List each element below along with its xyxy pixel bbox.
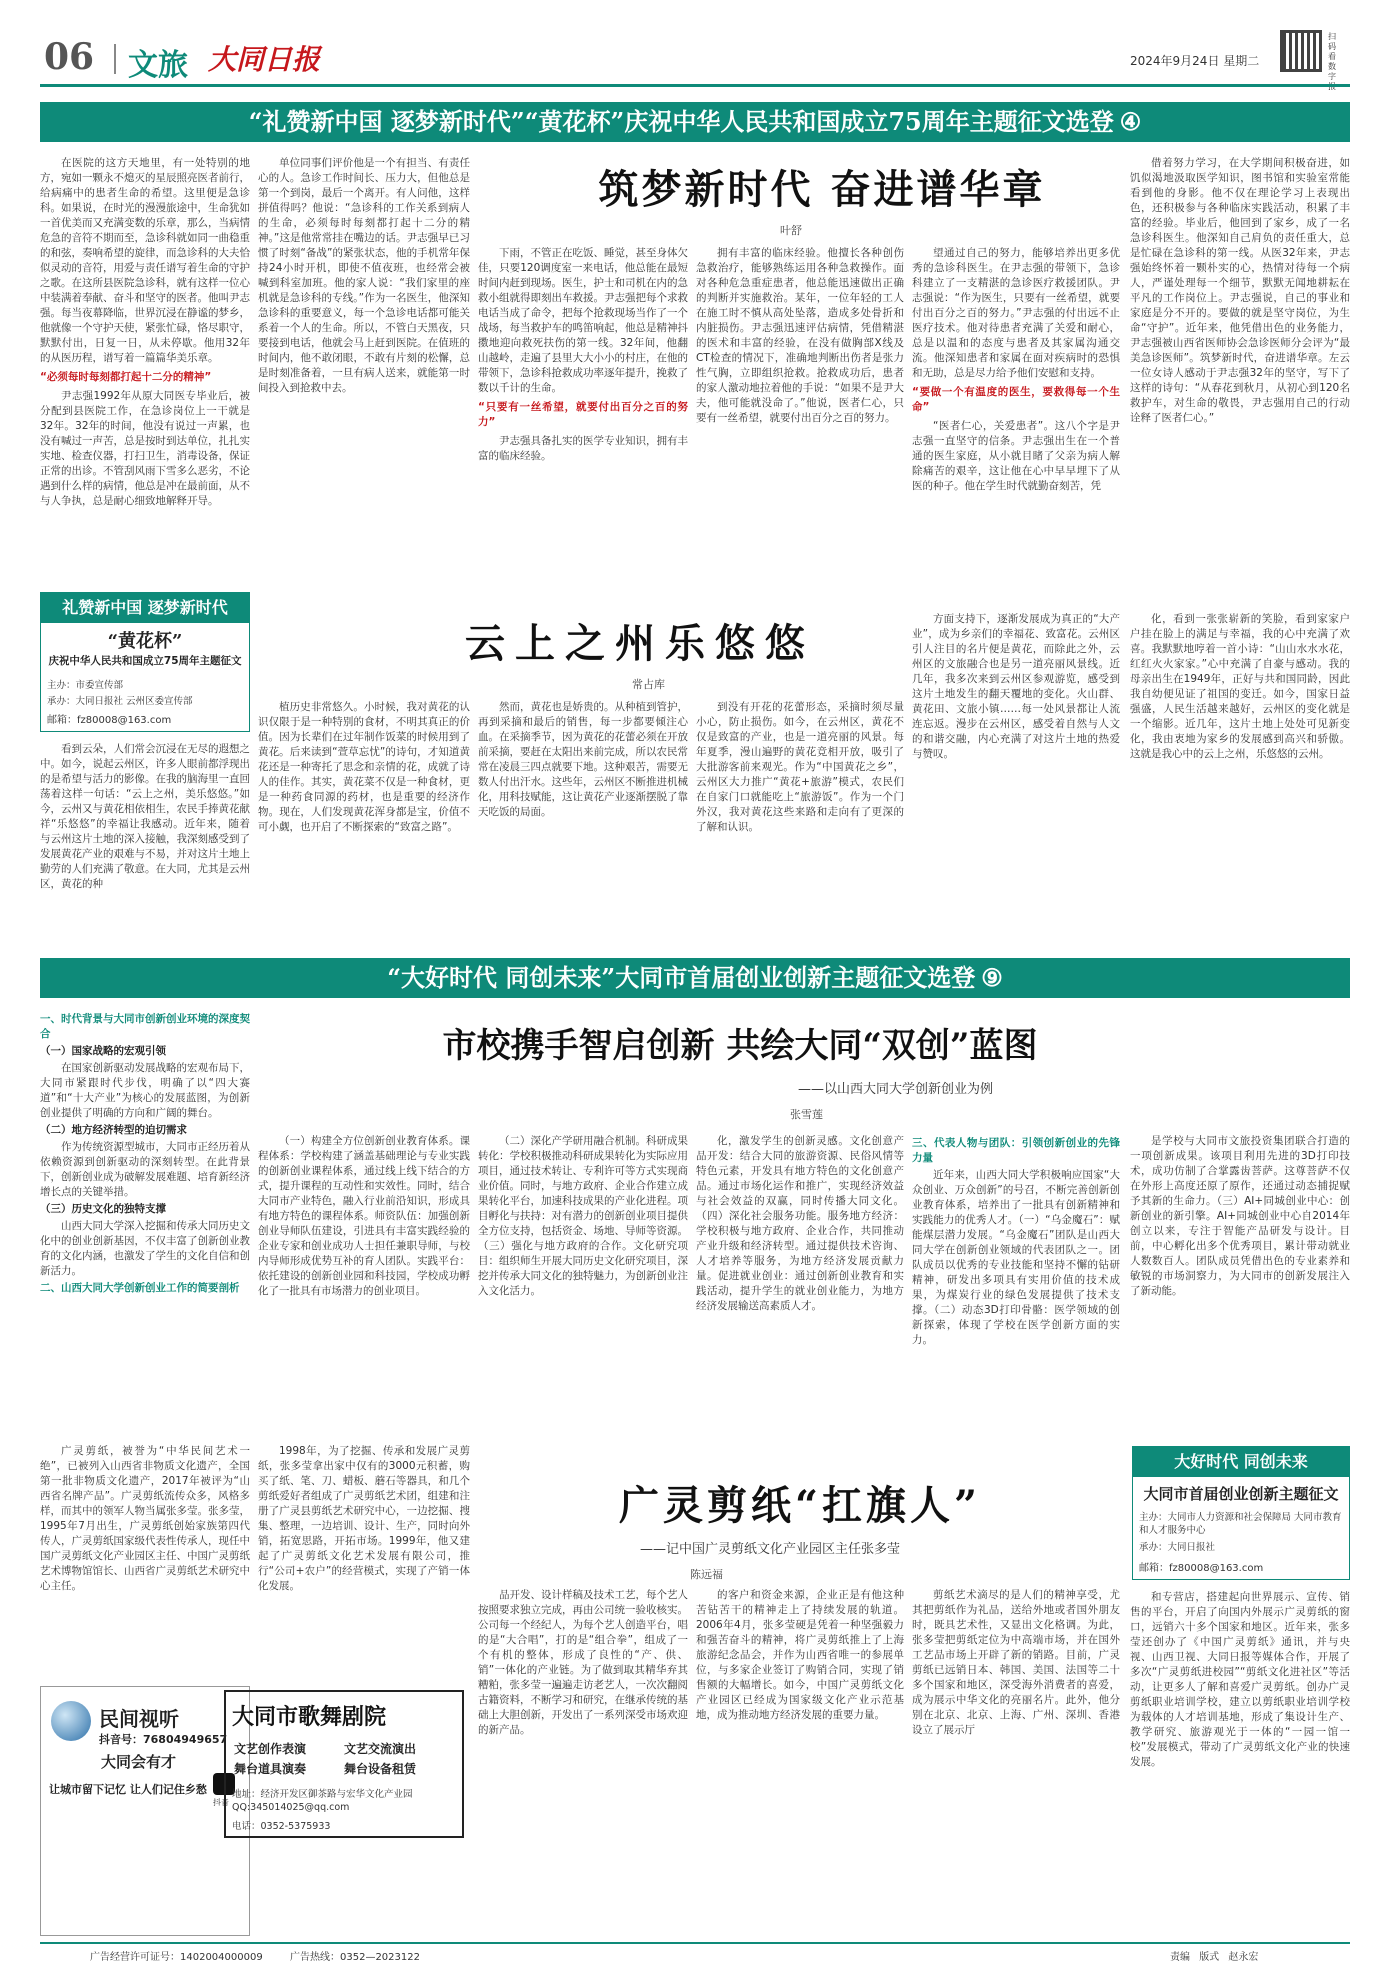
- article-body-col: 品开发、设计样稿及技术工艺，每个艺人按照要求独立完成，再由公司统一验收核实。公司每一个经纪人，为每个艺人创造平台，唱的是“大合唱”，打的是“组合拳”，组成了一个有机的整体，形成了良性的“产、供、销”一体化的产业链。为了做到取其精华弃其糟粕，张多莹一遍遍走访老艺人，一次次翻阅古籍资料，不断学习和研究，在继承传统的基础上大胆创新，开发出了一系列深受市场欢迎的新产品。: [478, 1589, 688, 1736]
- footer-editor: [1170, 1948, 1258, 1963]
- article-author: 张雪莲: [790, 1108, 823, 1121]
- article-body-col: 然而，黄花也是娇贵的。从种植到管护，再到采摘和最后的销售，每一步都要倾注心血。在采摘季节，因为黄花的花蕾必须在开放前采摘，要赶在太阳出来前完成，所以农民常常在凌晨三四点就要下地。这种艰苦，需要无数人付出汗水。这些年，云州区不断推进机械化，用科技赋能，这让黄花产业逐渐摆脱了靠天吃饭的局面。: [478, 701, 688, 818]
- sub-heading: （二）地方经济转型的迫切需求: [40, 1124, 187, 1136]
- article-title: 市校携手智启创新 共绘大同“双创”蓝图: [442, 1026, 1038, 1066]
- article-title: 广灵剪纸“扛旗人”: [618, 1482, 981, 1529]
- ad-service-4: 舞台设备租赁: [344, 1762, 417, 1776]
- ad-slogan: 让城市留下记忆 让人们记住乡愁: [49, 1783, 207, 1796]
- paragraph: 近年来，山西大同大学积极响应国家“大众创业、万众创新”的号召，不断完善创新创业教育体系，培养出了一批具有创新精神和实践能力的优秀人才。（一）“乌金魔石”：赋能煤层潜力发展。“乌金魔石”团队是山西大同大学在创新创业领域的代表团队之一。团队成员以优秀的专业技能和坚持不懈的钻研精神，研发出多项具有实用价值的技术成果，为煤炭行业的绿色发展提供了技术支撑。（二）动态3D打印骨骼：医学领域的创新探索，体现了学校在医学创新方面的实力。: [912, 1169, 1120, 1346]
- paragraph: 在国家创新驱动发展战略的宏观布局下，大同市紧跟时代步伐，明确了以“四大赛道”和“十大产业”为核心的发展蓝图，为创新创业提供了明确的方向和广阔的舞台。: [40, 1062, 250, 1119]
- footer-ad-hotline: 广告热线：0352—2023122: [290, 1952, 420, 1963]
- series-box-heading: 礼赞新中国 逐梦新时代: [41, 593, 249, 623]
- ad-theater-name: 大同市歌舞剧院: [232, 1704, 387, 1730]
- article-body-col: [912, 246, 1120, 586]
- masthead: [40, 28, 1350, 90]
- series-info-box: [40, 592, 250, 732]
- series-box-org: 承办：大同日报社 云州区委宣传部: [47, 696, 193, 707]
- ad-qq: QQ:345014025@qq.com: [232, 1802, 350, 1813]
- article-body-col: （二）深化产学研用融合机制。科研成果转化：学校积极推动科研成果转化为实际应用项目，通过技术转让、专利许可等方式实现商业价值。同时，与地方政府、企业合作建立成果转化平台，加速科技成果的产业化进程。项目孵化与扶持：对有潜力的创新创业项目提供全方位支持，包括资金、场地、导师等资源。（三）强化与地方政府的合作。文化研究项目：组织师生开展大同历史文化研究项目，深挖并传承大同文化的独特魅力，为创新创业注入文化活力。: [478, 1135, 688, 1297]
- layout-label: 版式: [1199, 1952, 1220, 1963]
- article-body-col: 植历史非常悠久。小时候，我对黄花的认识仅限于是一种特别的食材，不明其真正的价值。因为长辈们在过年制作饭菜的时候用到了黄花。后来读到“萱草忘忧”的诗句，才知道黄花还是一种寄托了思念和亲情的花，成就了诗人的佳作。其实，黄花菜不仅是一种食材，更是一种药食同源的药材，也是重要的经济作物。现在，人们发现黄花浑身都是宝，价值不可小觑，也开启了不断探索的“致富之路”。: [258, 701, 470, 833]
- paragraph: 在医院的这方天地里，有一处特别的地方，宛如一颗永不熄灭的星辰照亮医者前行，给病痛中的患者生命的希望。这里便是急诊科。如果说，在时光的漫漫旅途中，生命犹如一首优美而又充满变数的乐章，那么，当病情危急的音符不期而至，急诊科就如同一曲稳重的和弦，奏响希望的旋律，而急诊科的大夫恰似灵动的音符，用爱与责任谱写着生命的守护之歌。在这所县医院急诊科，就有这样一位心中装满着奉献、奋斗和坚守的医者。他叫尹志强。每当夜幕降临，世界沉浸在静谧的梦乡，他就像一个守护天使，紧张忙碌，恪尽职守，默默付出，日复一日，从未停歇。他用32年的从医历程，谱写着一篇篇华美乐章。: [40, 157, 250, 364]
- section-heading: 一、时代背景与大同市创新创业环境的深度契合: [40, 1013, 250, 1040]
- series-box-host: 主办：市委宣传部: [47, 680, 124, 691]
- footer-rule: [40, 1942, 1350, 1944]
- paragraph: 作为传统资源型城市，大同市正经历着从依赖资源到创新驱动的深刻转型。在此背景下，创新创业成为破解发展难题、培育新经济增长点的关键举措。: [40, 1141, 250, 1198]
- article-body-col: 的客户和资金来源，企业正是有他这种苦钻苦干的精神走上了持续发展的轨道。2006年4月，张多莹硬是凭着一种坚强毅力和强苦奋斗的精神，将广灵剪纸推上了上海旅游纪念品会，并作为山西省唯一的参展单位，与多家企业签订了购销合同，实现了销售额的大幅增长。如今，中国广灵剪纸文化产业园区已经成为国家级文化产业示范基地，成为推动地方经济发展的重要力量。: [696, 1589, 904, 1721]
- article-body-col: 和专营店，搭建起向世界展示、宣传、销售的平台，开启了向国内外展示广灵剪纸的窗口，远销六十多个国家和地区。近年来，张多莹还创办了《中国广灵剪纸》通讯，并与央视、山西卫视、大同日报等媒体合作，开展了多次“广灵剪纸进校园”“剪纸文化进社区”等活动，让更多人了解和喜爱广灵剪纸。创办广灵剪纸职业培训学校，建立以剪纸职业培训学校为载体的人才培训基地，形成了集设计生产、教学研究、旅游观光于一体的“一园一馆一校”发展模式，带动了广灵剪纸文化产业的快速发展。: [1130, 1591, 1350, 1768]
- paragraph: 下雨，不管正在吃饭、睡觉，甚至身体欠佳，只要120调度室一来电话，他总能在最短时间内赶到现场。医生，护士和司机在内的急救小组就得即刻出车救援。尹志强把每个求救电话当成了命令，把每个抢救现场当作了一个战场，每当救护车的鸣笛响起，他总是精神抖擞地迎向救死扶伤的第一线。32年间，他翻山越岭，走遍了县里大大小小的村庄，在他的带领下，急诊科抢救成功率逐年提升，挽救了数以千计的生命。: [478, 247, 688, 394]
- article-body-col: 1998年，为了挖掘、传承和发展广灵剪纸，张多莹拿出家中仅有的3000元积蓄，购买了纸、笔、刀、蜡板、蘑石等器具，和几个剪纸爱好者组成了广灵剪纸艺术团，组建和注册了广灵县剪纸艺术研究中心，一边挖掘、搜集、整理，一边培训、设计、生产，同时向外销，拓宽思路，开拓市场。1999年，他又建起了广灵剪纸文化艺术发展有限公司，推行“公司+农户”的经营模式，实现了产销一体化发展。: [258, 1445, 470, 1592]
- footer-license: 广告经营许可证号：1402004000009: [90, 1952, 263, 1963]
- banner-number: ⑨: [981, 963, 1003, 992]
- series-info-box-2: [1132, 1446, 1350, 1580]
- article-body-col: [912, 1134, 1120, 1434]
- ad-minjian-shiting: [40, 1686, 250, 1936]
- banner-essay-series-2: [40, 958, 1350, 998]
- hotline-label: 抖音号：: [99, 1733, 143, 1746]
- section-heading: “要做一个有温度的医生，要救得每一个生命”: [912, 386, 1120, 413]
- series-box-host: 主办：大同市人力资源和社会保障局 大同市教育和人才服务中心: [1139, 1512, 1342, 1536]
- article-body-col: 单位同事们评价他是一个有担当、有责任心的人。急诊工作时间长、压力大，但他总是第一个到岗，最后一个离开。有人问他，这样拼值得吗？他说：“急诊科的工作关系到病人的生命，必须每时每刻都打起十二分的精神。”这是他常常挂在嘴边的话。尹志强早已习惯了时刻“备战”的紧张状态，他的手机常年保持24小时开机，即使不值夜班，也经常会被喊到科室加班。他的家人说：“我们家里的座机就是急诊科的专线。”作为一名医生，他深知急诊科的重要意义，每一个急诊电话都可能关系着一个人的生命。所以，不管白天黑夜，只要接到电话，他就会马上赶到医院。在值班的时间内，他不敢闭眼，不敢有片刻的松懈，总是时刻准备着，一旦有病人送来，就能第一时间投入到抢救中去。: [258, 157, 470, 394]
- series-box-org: 承办：大同日报社: [1139, 1542, 1216, 1553]
- article-body-col: 广灵剪纸，被誉为“中华民间艺术一绝”，已被列入山西省非物质文化遗产，全国第一批非物质文化遗产，2017年被评为“山西省名牌产品”。广灵剪纸流传众多，风格多样，而其中的领军人物当属张多莹。张多莹，1995年7月出生，广灵剪纸创始家族第四代传人，广灵剪纸国家级代表性传承人，现任中国广灵剪纸文化产业园区主任、中国广灵剪纸艺术博物馆馆长、山西省广灵剪纸艺术研究中心主任。: [40, 1445, 250, 1592]
- article-body-col: 剪纸艺术滴尽的是人们的精神享受，尤其把剪纸作为礼品，送给外地或者国外朋友时，既具艺术性，又显出文化格调。为此，张多莹把剪纸定位为中高端市场，并在国外工艺品市场上开辟了新的销路。目前，广灵剪纸已远销日本、韩国、美国、法国等二十多个国家和地区，深受海外消费者的喜爱，成为展示中华文化的亮丽名片。此外，他分别在北京、北京、上海、广州、深圳、香港设立了展示厅: [912, 1589, 1120, 1736]
- section-heading: “只要有一丝希望，就要付出百分之百的努力”: [478, 401, 688, 428]
- newspaper-logo: 大同日报: [208, 43, 321, 76]
- article-subtitle: ——以山西大同大学创新创业为例: [798, 1082, 994, 1097]
- article-body-col: [478, 246, 688, 586]
- masthead-rule: [40, 84, 1350, 87]
- globe-icon: [51, 1701, 91, 1741]
- banner-essay-series-1: [40, 102, 1350, 142]
- section-heading: 二、山西大同大学创新创业工作的简要剖析: [40, 1282, 240, 1294]
- paragraph: 望通过自己的努力，能够培养出更多优秀的急诊科医生。在尹志强的带领下，急诊科建立了一支精湛的急诊医疗救援团队。尹志强说：“作为医生，只要有一丝希望，就要付出百分之百的努力。”尹志强的付出远不止医疗技术。他对待患者充满了关爱和耐心，总是以温和的态度与患者及其家属沟通交流。他深知患者和家属在面对疾病时的恐惧和无助，总是尽力给予他们安慰和支持。: [912, 247, 1120, 379]
- ad-address: 地址：经济开发区御茶路与宏华文化产业园: [232, 1789, 413, 1800]
- series-box-subtitle: 大同市首届创业创新主题征文: [1143, 1485, 1339, 1503]
- article-title: 筑梦新时代 奋进谱华章: [598, 166, 1046, 213]
- article-body-col: 化，看到一张张崭新的笑脸，看到家家户户挂在脸上的满足与幸福，我的心中充满了欢喜。我默默地哼着一首小诗：“山山水水水花，红红火火家家。”心中充满了自豪与感动。我的母亲出生在1949年，正好与共和国同龄，因此我自幼便见证了祖国的变迁。如今，国家日益强盛，人民生活越来越好，云州区的变化就是一个缩影。近几年，这片土地上处处可见新变化，我由衷地为家乡的发展感到高兴和骄傲。这就是我心中的云上之州，乐悠悠的云州。: [1130, 613, 1350, 760]
- editor-label: 责编: [1170, 1952, 1190, 1963]
- series-box-heading: 大好时代 同创未来: [1133, 1447, 1349, 1477]
- series-box-subtitle: “黄花杯”: [107, 631, 183, 652]
- article-author: 陈远福: [690, 1568, 723, 1581]
- ad-gewu-juyuan: [220, 1686, 468, 1936]
- ad-hotline: [99, 1731, 227, 1747]
- article-body-col: 看到云朵，人们常会沉浸在无尽的遐想之中。如今，说起云州区，许多人眼前都浮现出的是希望与活力的影像。在我的脑海里一直回荡着这样一句话：“云上之州，美乐悠悠。”如今，云州又与黄花相依相生，农民手捧黄花献祥“乐悠悠”的幸福让我感动。近年来，随着与云州这片土地的深入接触，我深刻感受到了发展黄花产业的艰难与不易，并对这片土地上勤劳的人们充满了敬意。在大同，尤其是云州区，黄花的种: [40, 743, 250, 890]
- douyin-logo-text: 抖音: [213, 1798, 229, 1807]
- editor-name: 赵永宏: [1228, 1952, 1259, 1963]
- section-label: 文旅: [128, 48, 188, 83]
- series-box-email: 邮箱：fz80008@163.com: [47, 715, 172, 726]
- ad-tagline: 大同会有才: [101, 1753, 177, 1771]
- ad-service-2: 文艺交流演出: [344, 1742, 417, 1756]
- ad-service-1: 文艺创作表演: [234, 1742, 307, 1756]
- article-body-col: 到没有开花的花蕾形态，采摘时须尽量小心，防止损伤。如今，在云州区，黄花不仅是致富的产业，也是一道亮丽的风景。每年夏季，漫山遍野的黄花竞相开放，吸引了大批游客前来观光。作为“中国黄花之乡”，云州区大力推广“黄花+旅游”模式，农民们在自家门口就能吃上“旅游饭”。作为一个门外汉，我对黄花这些来路和走向有了更深的了解和认识。: [696, 701, 904, 833]
- issue-date: 2024年9月24日 星期二: [1130, 54, 1260, 68]
- banner-title: “礼赞新中国 逐梦新时代”“黄花杯”庆祝中华人民共和国成立75周年主题征文选登: [248, 107, 1114, 136]
- series-box-subtitle-2: 庆祝中华人民共和国成立75周年主题征文: [48, 655, 242, 667]
- article-title: 云上之州乐悠悠: [465, 620, 815, 667]
- series-box-email: 邮箱：fz80008@163.com: [1139, 1563, 1264, 1574]
- article-body-col: 化，激发学生的创新灵感。文化创意产品开发：结合大同的旅游资源、民俗风情等特色元素，开发具有地方特色的文化创意产品。通过市场化运作和推广，实现经济效益与社会效益的双赢，同时传播大同文化。（四）深化社会服务功能。服务地方经济：学校积极与地方政府、企业合作，共同推动产业升级和经济转型。通过提供技术咨询、人才培养等服务，为地方经济发展贡献力量。促进就业创业：通过创新创业教育和实践活动，提升学生的就业创业能力，为地方经济发展输送高素质人才。: [696, 1135, 904, 1312]
- article-body-col: （一）构建全方位创新创业教育体系。课程体系：学校构建了涵盖基础理论与专业实践的创新创业课程体系，通过线上线下结合的方式，提升课程的互动性和实效性。同时，结合大同市产业特色，融入行业前沿知识，形成具有地方特色的课程体系。师资队伍：加强创新创业导师队伍建设，引进具有丰富实践经验的企业专家和创业成功人士担任兼职导师，与校内导师形成优势互补的育人团队。实践平台：依托建设的创新创业园和科技园，学校成功孵化了一批具有市场潜力的创业项目。: [258, 1135, 470, 1297]
- ad-service-3: 舞台道具演奏: [234, 1762, 307, 1776]
- article-body-col: [40, 1010, 250, 1434]
- paragraph: 尹志强具备扎实的医学专业知识，拥有丰富的临床经验。: [478, 435, 688, 462]
- masthead-divider: [114, 44, 116, 74]
- banner-title: “大好时代 同创未来”大同市首届创业创新主题征文选登: [387, 963, 976, 992]
- paragraph: 山西大同大学深入挖掘和传承大同历史文化中的创业创新基因，不仅丰富了创新创业教育的文化内涵，也激发了学生的文化自信和创新活力。: [40, 1220, 250, 1277]
- article-author: 叶舒: [780, 224, 802, 237]
- article-body-col: 借着努力学习，在大学期间积极奋进，如饥似渴地汲取医学知识，图书馆和实验室常能看到他的身影。他不仅在理论学习上表现出色，还积极参与各种临床实践活动，积累了丰富的经验。毕业后，他回到了家乡，成了一名急诊科医生。他深知自己肩负的责任重大，总是忙碌在急诊科的第一线。从医32年来，尹志强始终怀着一颗朴实的心，热情对待每一个病人，严谨处理每一个细节，默默无闻地耕耘在平凡的工作岗位上。尹志强说，自己的事业和家庭是分不开的。要做的就是坚守岗位，为生命“守护”。近年来，他凭借出色的业务能力，尹志强被山西省医师协会急诊医师分会评为“最美急诊医师”。筑梦新时代，奋进谱华章。左云一位女诗人感动于尹志强32年的坚守，写下了这样的诗句：“从春花到秋月，从初心到120名救护车，对生命的敬畏，尹志强用自己的行动诠释了医者仁心。”: [1130, 157, 1350, 424]
- banner-number: ④: [1119, 107, 1142, 136]
- page-number: 06: [44, 36, 95, 78]
- article-body-col: 方面支持下，逐渐发展成为真正的“大产业”，成为乡亲们的幸福花、致富花。云州区引人注目的名片便是黄花，而除此之外，云州区的文旅融合也是另一道亮丽风景线。近几年，我多次来到云州区参观游览，感受到这片土地发生的翻天覆地的变化。火山群、黄花田、文旅小镇……每一处风景都让人流连忘返。漫步在云州区，感受着自然与人文的和谐交融，内心充满了对这片土地的热爱与赞叹。: [912, 613, 1120, 760]
- section-heading: 三、代表人物与团队：引领创新创业的先锋力量: [912, 1137, 1120, 1164]
- section-heading: “必须每时每刻都打起十二分的精神”: [40, 371, 212, 383]
- paragraph: 尹志强1992年从原大同医专毕业后，被分配到县医院工作，在急诊岗位上一干就是32年。32年的时间，他没有说过一声累，也没有喊过一声苦，总是按时到达单位，扎扎实实地、检查仪器，打扫卫生，消毒设备，保证正常的出诊。不管刮风雨下雪多么恶劣，不论遇到什么样的病情，他总是冲在最前面，从不与人争执，总是耐心细致地解释开导。: [40, 390, 250, 507]
- article-subtitle: ——记中国广灵剪纸文化产业园区主任张多莹: [640, 1542, 901, 1557]
- sub-heading: （三）历史文化的独特支撑: [40, 1203, 166, 1215]
- sub-heading: （一）国家战略的宏观引领: [40, 1045, 166, 1057]
- qr-code-icon: [1280, 30, 1322, 72]
- article-body-col: 是学校与大同市文旅投资集团联合打造的一项创新成果。该项目利用先进的3D打印技术，成功仿制了合掌露齿菩萨。这尊菩萨不仅在外形上高度还原了原作，还通过动态捕捉赋予其新的生命力。（三）AI+同城创业中心：创新创业的新引擎。AI+同城创业中心自2014年创立以来，专注于智能产品研发与设计。目前，中心孵化出多个优秀项目，累计带动就业人数数百人。团队成员凭借出色的专业素养和敏锐的市场洞察力，为大同市的创新发展注入了新动能。: [1130, 1135, 1350, 1297]
- ad-phone: 电话：0352-5375933: [232, 1821, 331, 1832]
- qr-label: 扫码看数字: [1328, 32, 1336, 81]
- article-body-col: 拥有丰富的临床经验。他擅长各种创伤急救治疗，能够熟练运用各种急救操作。面对各种危急重症患者，他总能迅速做出正确的判断并实施救治。某年，一位年轻的工人在施工时不慎从高处坠落，造成多处骨折和内脏损伤。尹志强迅速评估病情，凭借精湛的医术和丰富的经验，在没有做胸部X线及CT检查的情况下，准确地判断出伤者是张力性气胸，立即组织抢救。抢救成功后，患者的家人激动地拉着他的手说：“如果不是尹大夫，他可能就没命了。”他说，医者仁心，只要有一丝希望，就要付出百分之百的努力。: [696, 247, 904, 424]
- ad-brand-name: 民间视听: [99, 1707, 179, 1731]
- hotline-number: 76804949657: [143, 1733, 228, 1746]
- article-author: 常占库: [632, 678, 665, 691]
- paragraph: “医者仁心，关爱患者”。这八个字是尹志强一直坚守的信条。尹志强出生在一个普通的医生家庭，从小就目睹了父亲为病人解除痛苦的艰辛，这让他在心中早早埋下了从医的种子。他在学生时代就勤奋刻苦，凭: [912, 420, 1120, 492]
- article-body-col: [40, 156, 250, 586]
